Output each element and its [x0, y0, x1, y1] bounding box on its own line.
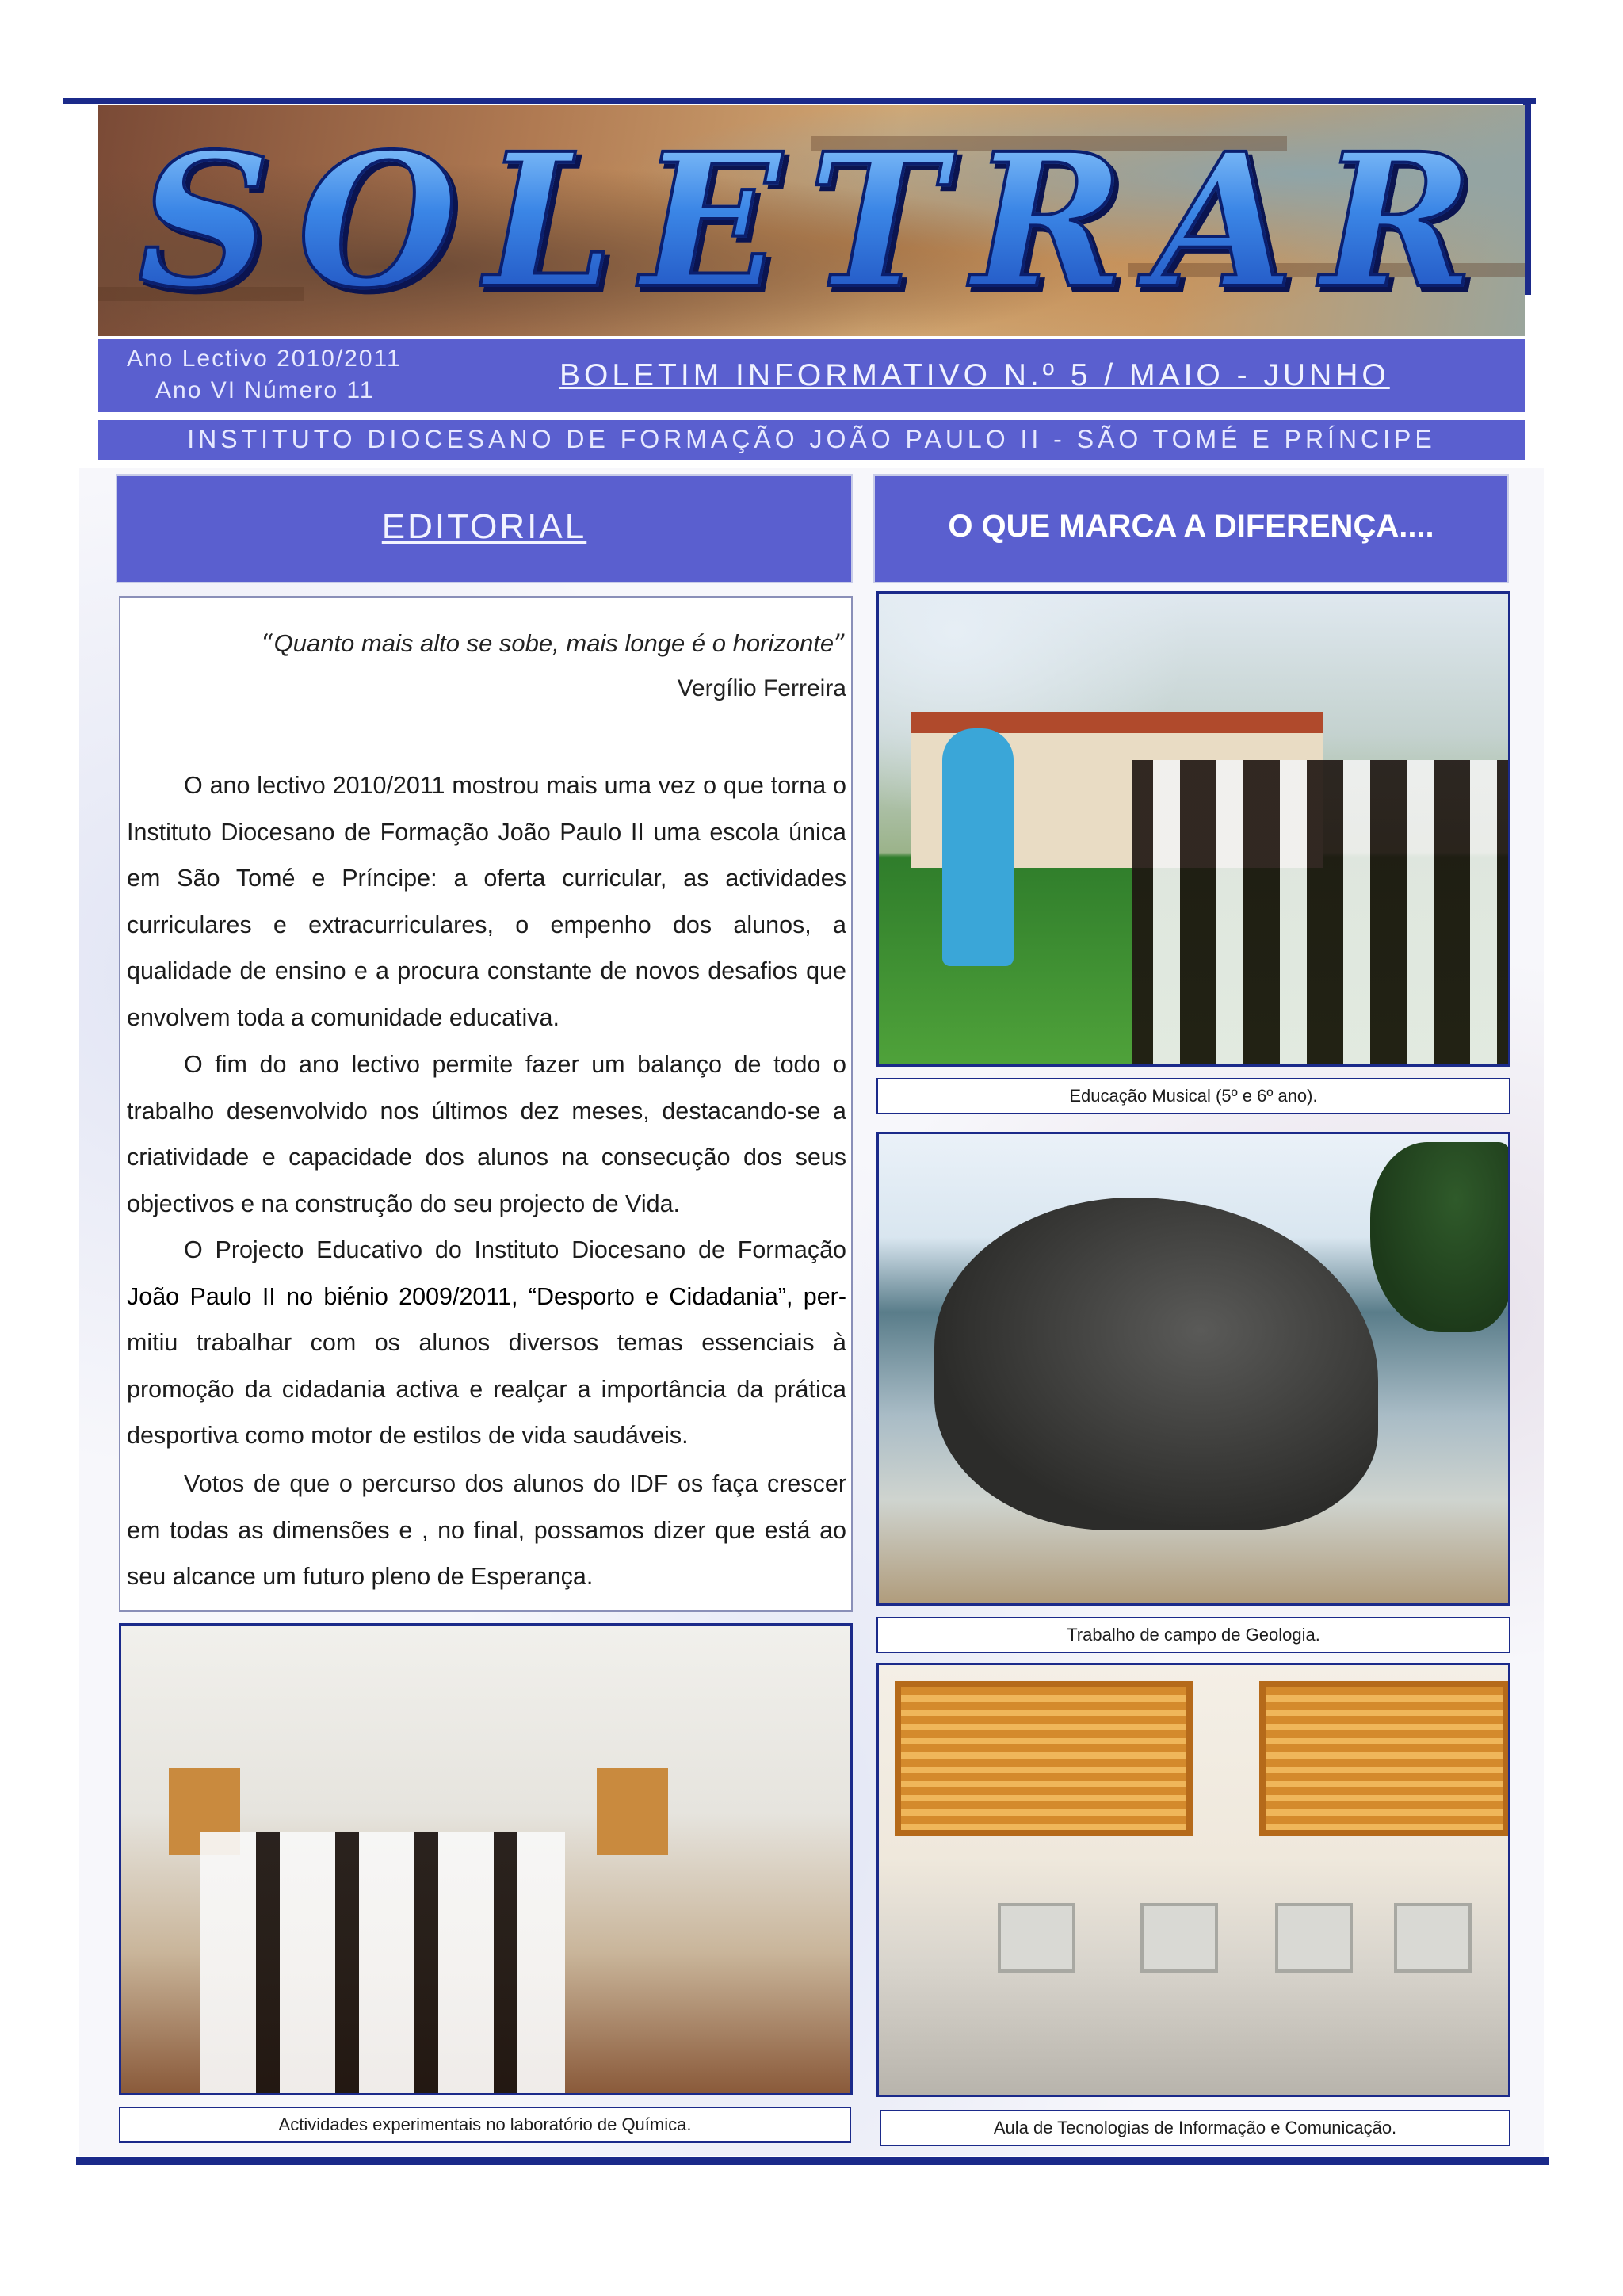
editorial-paragraph	[127, 1227, 846, 1459]
photo-trees	[1370, 1142, 1510, 1332]
school-year: Ano Lectivo 2010/2011	[127, 346, 402, 372]
photo-students	[1132, 760, 1510, 1067]
chemistry-lab-photo	[119, 1623, 853, 2095]
photo-computer	[998, 1903, 1075, 1973]
photo-computer	[1275, 1903, 1353, 1973]
masthead	[98, 105, 1525, 336]
quote-close: ”	[834, 629, 846, 658]
photo-caption: Aula de Tecnologias de Informação e Comunicação.	[880, 2110, 1510, 2146]
photo-students	[200, 1832, 565, 2095]
quote-author: Vergílio Ferreira	[677, 675, 846, 701]
editorial-paragraph: Votos de que o percurso dos alunos do IDF os faça crescer em todas as dimensões e , no final, possamos dizer que está ao seu alcance um futuro pleno de Esperança.	[127, 1470, 846, 1591]
photo-caption: Actividades experimentais no laboratório de Química.	[119, 2107, 851, 2143]
photo-rock	[934, 1198, 1378, 1530]
editorial-heading: EDITORIAL	[381, 507, 587, 546]
ict-class-photo	[876, 1663, 1510, 2097]
issue-number: Ano VI Número 11	[155, 377, 375, 403]
geology-photo	[876, 1132, 1510, 1606]
quote-text: Quanto mais alto se sobe, mais longe é o horizonte	[273, 629, 834, 657]
music-class-photo	[876, 591, 1510, 1067]
editorial-paragraph: O fim do ano lectivo permite fazer um balanço de todo o trabalho desenvolvido nos últimos dez meses, destacando-se a criatividade e capacidade dos alunos na consecução dos seus objectivos e na construção do seu projecto de Vida.	[127, 1051, 846, 1217]
bottom-rule	[76, 2157, 1549, 2165]
photo-person	[942, 728, 1014, 966]
photo-caption: Trabalho de campo de Geologia.	[876, 1617, 1510, 1653]
quote-open: “	[261, 629, 274, 658]
photo-computer	[1394, 1903, 1472, 1973]
photo-caption: Educação Musical (5º e 6º ano).	[876, 1078, 1510, 1114]
top-rule	[63, 98, 1536, 104]
photo-window	[895, 1681, 1193, 1836]
paragraph-text: João Paulo II no biénio 2009/2011, “Desporto e Cidadania”, per-	[127, 1282, 846, 1310]
photo-window	[597, 1768, 668, 1855]
institute-name: INSTITUTO DIOCESANO DE FORMAÇÃO JOÃO PAULO II - SÃO TOMÉ E PRÍNCIPE	[187, 425, 1436, 453]
paragraph-text: mitiu trabalhar com os alunos diversos temas essenciais à promoção da cidadania activa e realçar a importância da prática desportiva como motor de estilos de vida saudáveis.	[127, 1329, 846, 1450]
difference-heading: O QUE MARCA A DIFERENÇA....	[948, 509, 1434, 544]
newsletter-title: SOLETRAR	[138, 113, 1501, 329]
editorial-paragraph: O ano lectivo 2010/2011 mostrou mais uma vez o que torna o Instituto Diocesano de Formação João Paulo II uma escola única em São Tomé e Príncipe: a oferta curricular, as actividades curriculares e extracurriculares, o empenho dos alunos, a qualidade de ensino e a procura constante de novos desafios que envolvem toda a comunidade educativa.	[127, 772, 846, 1031]
photo-computer	[1140, 1903, 1218, 1973]
bulletin-title: BOLETIM INFORMATIVO N.º 5 / MAIO - JUNHO	[559, 358, 1390, 392]
editorial-quote	[127, 629, 846, 658]
paragraph-text: O Projecto Educativo do Instituto Diocesano de Formação	[184, 1236, 846, 1263]
photo-window	[1259, 1681, 1510, 1836]
